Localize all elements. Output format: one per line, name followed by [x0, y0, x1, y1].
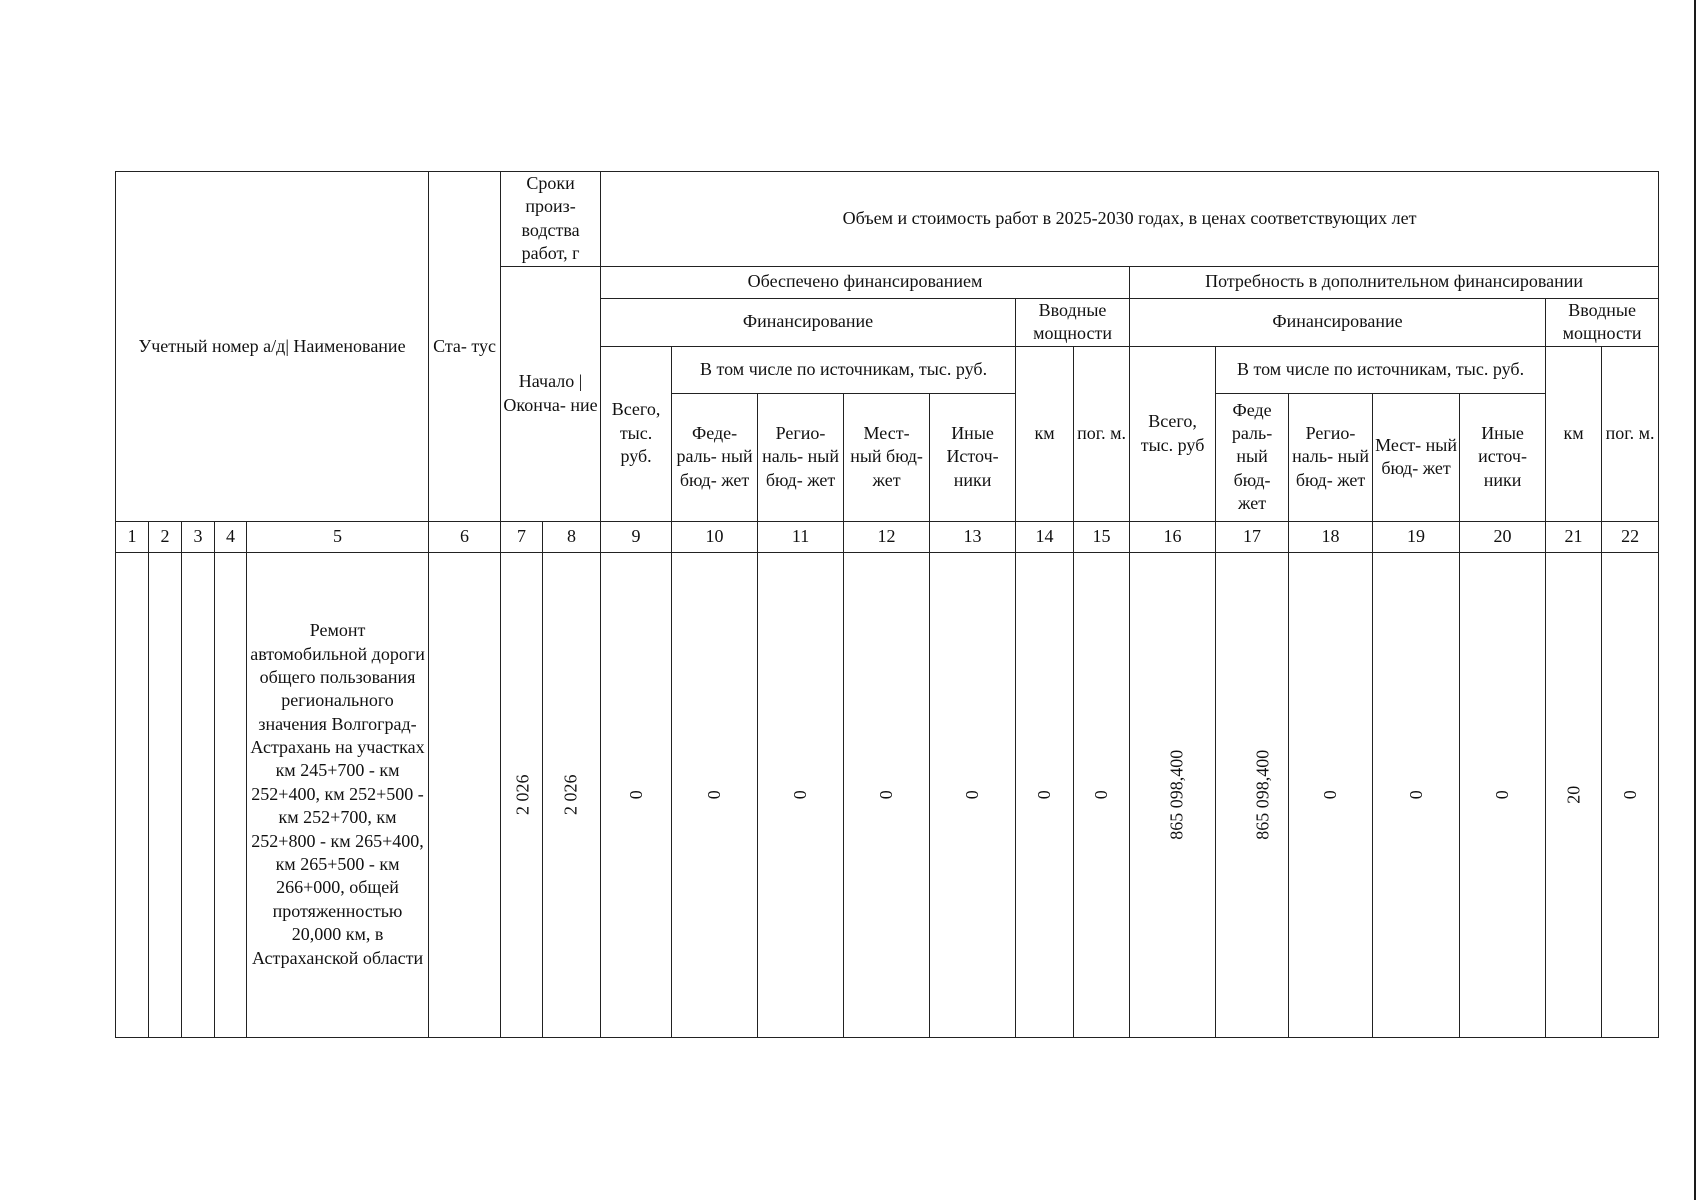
header-pm-secured: пог. м.: [1074, 346, 1130, 521]
regional-secured-value: 0: [789, 790, 810, 800]
column-number-row: [116, 521, 1659, 552]
local-need-cell: [1373, 552, 1460, 1037]
table-row: [116, 552, 1659, 1037]
column-number: 10: [672, 521, 758, 552]
header-local-need: Мест- ный бюд- жет: [1373, 393, 1460, 521]
local-secured-cell: [844, 552, 930, 1037]
other-need-cell: [1460, 552, 1546, 1037]
column-number: 8: [543, 521, 601, 552]
km-secured-value: 0: [1033, 790, 1054, 800]
column-number: 6: [429, 521, 501, 552]
column-number: 16: [1130, 521, 1216, 552]
header-sources-secured: В том числе по источникам, тыс. руб.: [672, 346, 1016, 393]
header-other-need: Иные источ- ники: [1460, 393, 1546, 521]
column-number: 19: [1373, 521, 1460, 552]
column-number: 15: [1074, 521, 1130, 552]
header-terms: Сроки произ- водства работ, г: [501, 172, 601, 267]
cell-c2: [149, 552, 182, 1037]
header-regional-need: Регио- наль- ный бюд- жет: [1289, 393, 1373, 521]
federal-secured-value: 0: [703, 790, 724, 800]
pm-need-cell: [1602, 552, 1659, 1037]
header-start-end: Начало | Окончa- ние: [501, 266, 601, 521]
header-capacity-secured: Вводные мощности: [1016, 298, 1130, 346]
km-need-value: 20: [1562, 785, 1583, 804]
header-km-secured: км: [1016, 346, 1074, 521]
column-number: 18: [1289, 521, 1373, 552]
local-secured-value: 0: [875, 790, 896, 800]
federal-secured-cell: [672, 552, 758, 1037]
header-capacity-need: Вводные мощности: [1546, 298, 1659, 346]
pm-need-value: 0: [1619, 790, 1640, 800]
regional-need-value: 0: [1319, 790, 1340, 800]
column-number: 5: [247, 521, 429, 552]
total-need-cell: [1130, 552, 1216, 1037]
header-volume: Объем и стоимость работ в 2025-2030 годах, в ценах соответствующих лет: [601, 172, 1659, 267]
header-local-secured: Мест- ный бюд- жет: [844, 393, 930, 521]
pm-secured-value: 0: [1090, 790, 1111, 800]
end-year: 2 026: [560, 774, 581, 815]
cell-c4: [215, 552, 247, 1037]
column-number: 17: [1216, 521, 1289, 552]
header-financing-secured: Финансирование: [601, 298, 1016, 346]
start-year-cell: [501, 552, 543, 1037]
column-number: 22: [1602, 521, 1659, 552]
road-name-cell: Ремонт автомобильной дороги общего пользования регионального значения Волгоград- Астрахань на участках км 245+700 - км 252+400, км 252+500 - км 252+700, км 252+800 - км 265+400, км 265+500 - км 266+000, общей протяженностью 20,000 км, в Астраханской области: [247, 552, 429, 1037]
header-financing-need: Финансирование: [1130, 298, 1546, 346]
total-secured-cell: [601, 552, 672, 1037]
cell-c3: [182, 552, 215, 1037]
header-sources-need: В том числе по источникам, тыс. руб.: [1216, 346, 1546, 393]
cell-c1: [116, 552, 149, 1037]
works-table: [115, 171, 1659, 1038]
header-regional-secured: Регио- наль- ный бюд- жет: [758, 393, 844, 521]
column-number: 14: [1016, 521, 1074, 552]
column-number: 11: [758, 521, 844, 552]
column-number: 2: [149, 521, 182, 552]
header-need: Потребность в дополнительном финансировании: [1130, 266, 1659, 298]
local-need-value: 0: [1405, 790, 1426, 800]
column-number: 21: [1546, 521, 1602, 552]
header-name: Учетный номер а/д| Наименование: [116, 172, 429, 522]
total-secured-value: 0: [625, 790, 646, 800]
column-number: 1: [116, 521, 149, 552]
header-total-need: Всего, тыс. руб: [1130, 346, 1216, 521]
column-number: 7: [501, 521, 543, 552]
column-number: 12: [844, 521, 930, 552]
header-pm-need: пог. м.: [1602, 346, 1659, 521]
header-federal-need: Феде раль- ный бюд- жет: [1216, 393, 1289, 521]
start-year: 2 026: [512, 774, 533, 815]
header-total-secured: Всего, тыс. руб.: [601, 346, 672, 521]
km-need-cell: [1546, 552, 1602, 1037]
other-secured-value: 0: [961, 790, 982, 800]
regional-need-cell: [1289, 552, 1373, 1037]
federal-need-cell: [1216, 552, 1289, 1037]
header-other-secured: Иные Источ- ники: [930, 393, 1016, 521]
header-secured: Обеспечено финансированием: [601, 266, 1130, 298]
column-number: 13: [930, 521, 1016, 552]
pm-secured-cell: [1074, 552, 1130, 1037]
km-secured-cell: [1016, 552, 1074, 1037]
federal-need-value: 865 098,400: [1252, 749, 1273, 840]
status-cell: [429, 552, 501, 1037]
column-number: 4: [215, 521, 247, 552]
column-number: 9: [601, 521, 672, 552]
total-need-value: 865 098,400: [1166, 749, 1187, 840]
header-federal-secured: Феде- раль- ный бюд- жет: [672, 393, 758, 521]
regional-secured-cell: [758, 552, 844, 1037]
column-number: 20: [1460, 521, 1546, 552]
header-km-need: км: [1546, 346, 1602, 521]
end-year-cell: [543, 552, 601, 1037]
header-status: Ста- тус: [429, 172, 501, 522]
other-need-value: 0: [1491, 790, 1512, 800]
other-secured-cell: [930, 552, 1016, 1037]
column-number: 3: [182, 521, 215, 552]
